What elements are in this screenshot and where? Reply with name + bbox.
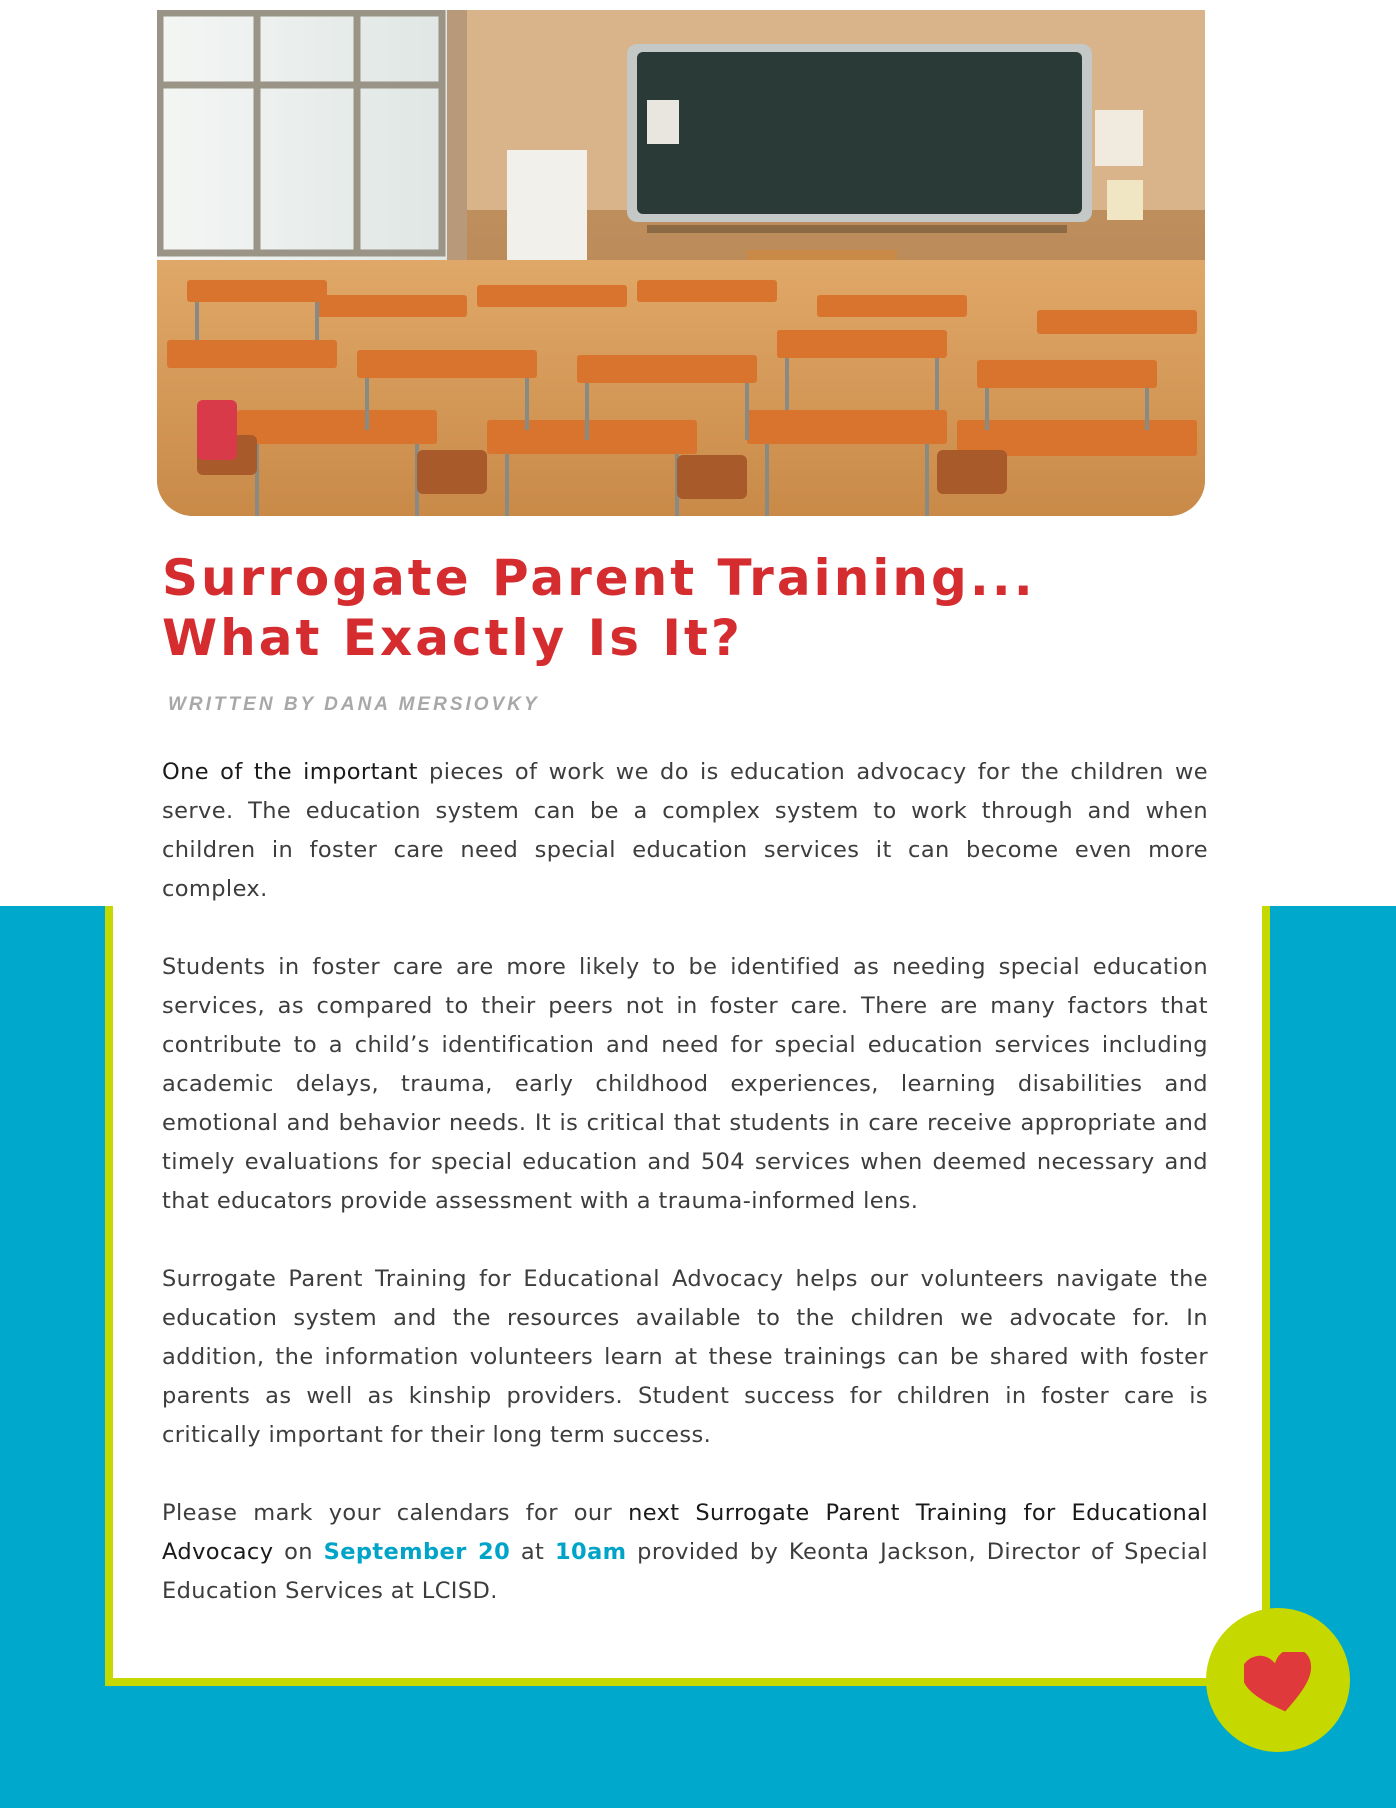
- card-border-bottom: [105, 1678, 1270, 1686]
- article-body: [162, 753, 1208, 1650]
- card-border-right: [1262, 906, 1270, 1686]
- heart-badge: [1206, 1608, 1350, 1752]
- paragraph-1-lead: One of the important: [162, 759, 418, 785]
- title-line-2: What Exactly Is It?: [162, 609, 743, 667]
- training-time: 10am: [554, 1539, 627, 1565]
- paragraph-4-intro: Please mark your calendars for our: [162, 1500, 629, 1526]
- paragraph-4-end: provided by Keonta Jackson, Director of Special Education Services at LCISD.: [162, 1539, 1209, 1604]
- paragraph-4-at: at: [510, 1539, 555, 1565]
- paragraph-4: [162, 1494, 1208, 1611]
- training-date: September 20: [323, 1539, 511, 1565]
- paragraph-1: [162, 753, 1208, 909]
- paragraph-1-rest: pieces of work we do is education advocacy for the children we serve. The education system can be a complex system to work through and when children in foster care need special education services it can become even more complex.: [162, 759, 1209, 902]
- title-line-1: Surrogate Parent Training...: [162, 549, 1036, 607]
- paragraph-3: Surrogate Parent Training for Educational Advocacy helps our volunteers navigate the education system and the resources available to the children we advocate for. In addition, the information volunteers learn at these trainings can be shared with foster parents as well as kinship providers. Student success for children in foster care is critically important for their long term success.: [162, 1266, 1208, 1448]
- heart-icon: [1244, 1652, 1314, 1714]
- author-byline: WRITTEN BY DANA MERSIOVKY: [168, 694, 540, 715]
- training-name: next Surrogate Parent Training for Educational Advocacy: [162, 1500, 1208, 1565]
- paragraph-4-on: on: [273, 1539, 324, 1565]
- paragraph-2: Students in foster care are more likely to be identified as needing special education services, as compared to their peers not in foster care. There are many factors that contribute to a child’s identification and need for special education services including academic delays, trauma, early childhood experiences, learning disabilities and emotional and behavior needs. It is critical that students in care receive appropriate and timely evaluations for special education and 504 services when deemed necessary and that educators provide assessment with a trauma-informed lens.: [162, 954, 1208, 1214]
- card-border-left: [105, 906, 113, 1679]
- article-title: [162, 548, 1036, 668]
- classroom-photo: [157, 10, 1205, 516]
